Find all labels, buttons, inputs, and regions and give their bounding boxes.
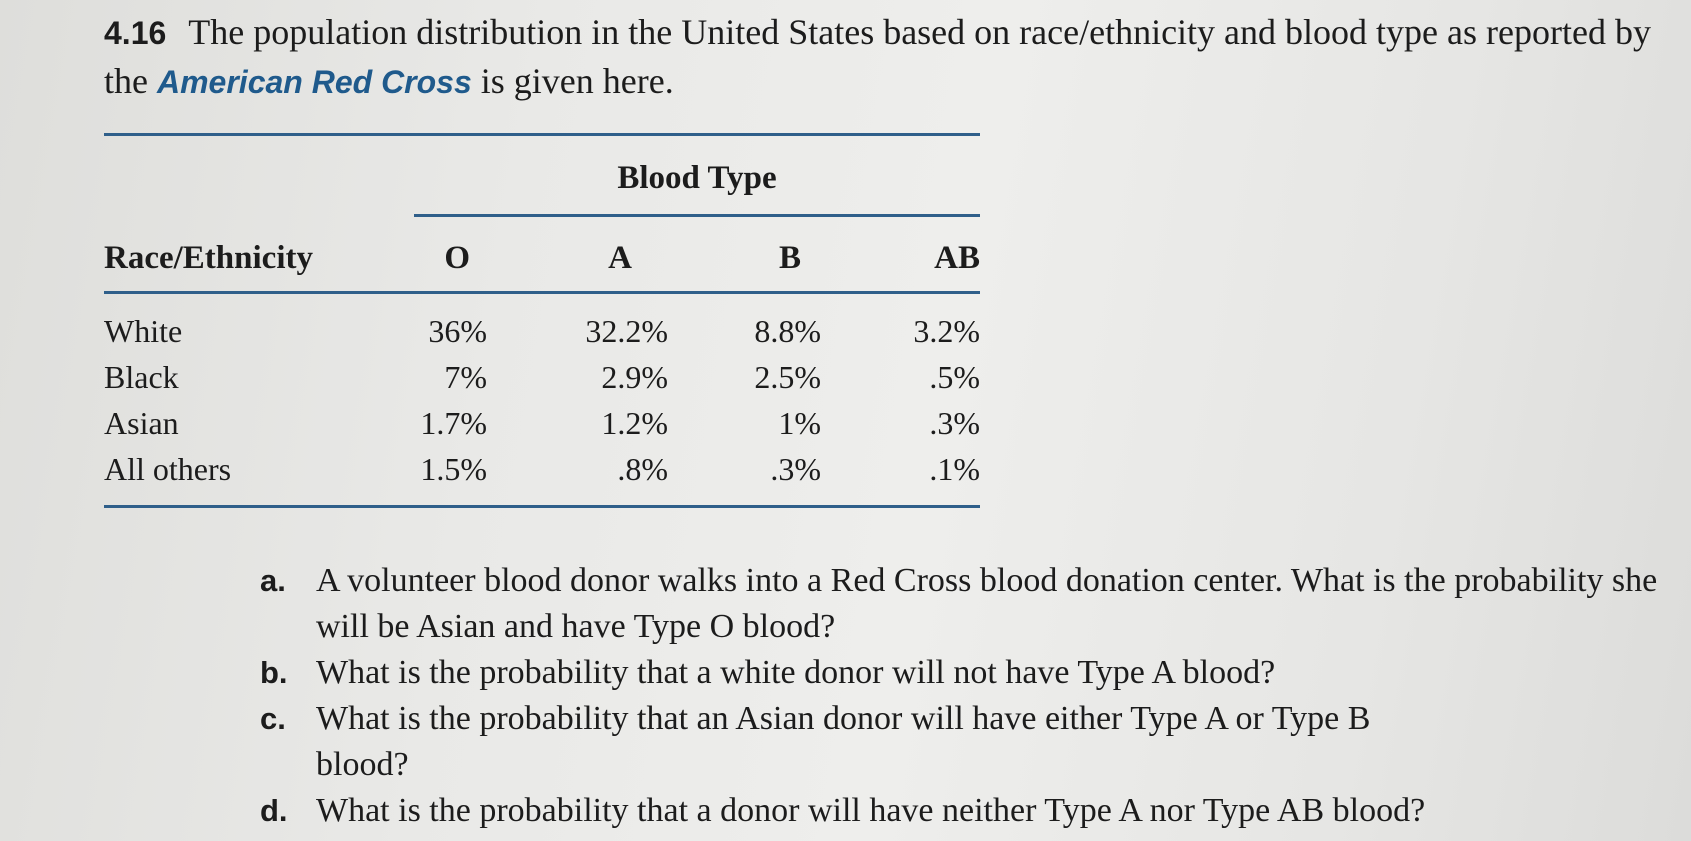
group-header-rule: [414, 214, 980, 217]
problem-intro-end: is given here.: [471, 61, 674, 101]
question-text: What is the probability that an Asian donor will have either Type A or Type B blood?: [316, 700, 1371, 783]
source-name: American Red Cross: [156, 64, 472, 100]
question-letter: c.: [260, 701, 286, 736]
cell-black-o: 7%: [444, 359, 487, 395]
cell-asian-b: 1%: [778, 405, 821, 441]
group-header-blood-type: Blood Type: [617, 160, 777, 196]
row-label-all-others: All others: [104, 451, 232, 487]
question-d: [260, 788, 1680, 834]
question-b: [260, 650, 1680, 696]
row-label-black: Black: [104, 359, 179, 395]
question-letter: b.: [260, 655, 288, 690]
header-bottom-rule: [104, 291, 980, 294]
question-letter: d.: [260, 793, 288, 828]
cell-all-others-b: .3%: [770, 451, 821, 487]
table-top-rule: [104, 133, 980, 136]
table-bottom-rule: [104, 505, 980, 508]
question-a: [260, 558, 1680, 650]
column-header-a: A: [608, 240, 632, 276]
cell-black-ab: .5%: [929, 359, 980, 395]
cell-asian-ab: .3%: [929, 405, 980, 441]
question-text: What is the probability that a donor will have neither Type A nor Type AB blood?: [316, 792, 1426, 829]
cell-asian-o: 1.7%: [420, 405, 487, 441]
cell-black-a: 2.9%: [601, 359, 668, 395]
question-list: [260, 558, 1680, 834]
question-text: What is the probability that a white donor will not have Type A blood?: [316, 654, 1276, 691]
column-header-ab: AB: [934, 240, 980, 276]
row-label-white: White: [104, 313, 183, 349]
problem-number: 4.16: [104, 15, 167, 51]
column-header-b: B: [778, 240, 801, 276]
question-letter: a.: [260, 563, 286, 598]
cell-black-b: 2.5%: [754, 359, 821, 395]
column-header-o: O: [444, 240, 470, 276]
cell-asian-a: 1.2%: [601, 405, 668, 441]
question-text: A volunteer blood donor walks into a Red Cross blood donation center. What is the probability she will be Asian and have Type O blood?: [316, 562, 1658, 645]
row-label-asian: Asian: [104, 405, 179, 441]
cell-all-others-a: .8%: [617, 451, 668, 487]
row-header-race-ethnicity: Race/Ethnicity: [104, 240, 313, 276]
cell-white-o: 36%: [428, 313, 487, 349]
cell-all-others-ab: .1%: [929, 451, 980, 487]
cell-white-b: 8.8%: [754, 313, 821, 349]
problem-intro-text: The population distribution in the United States based on race/ethnicity and blood type as reported by the: [104, 12, 1651, 101]
cell-white-a: 32.2%: [585, 313, 668, 349]
question-c: [260, 696, 1680, 788]
cell-all-others-o: 1.5%: [420, 451, 487, 487]
problem-statement: [104, 8, 1664, 106]
cell-white-ab: 3.2%: [913, 313, 980, 349]
